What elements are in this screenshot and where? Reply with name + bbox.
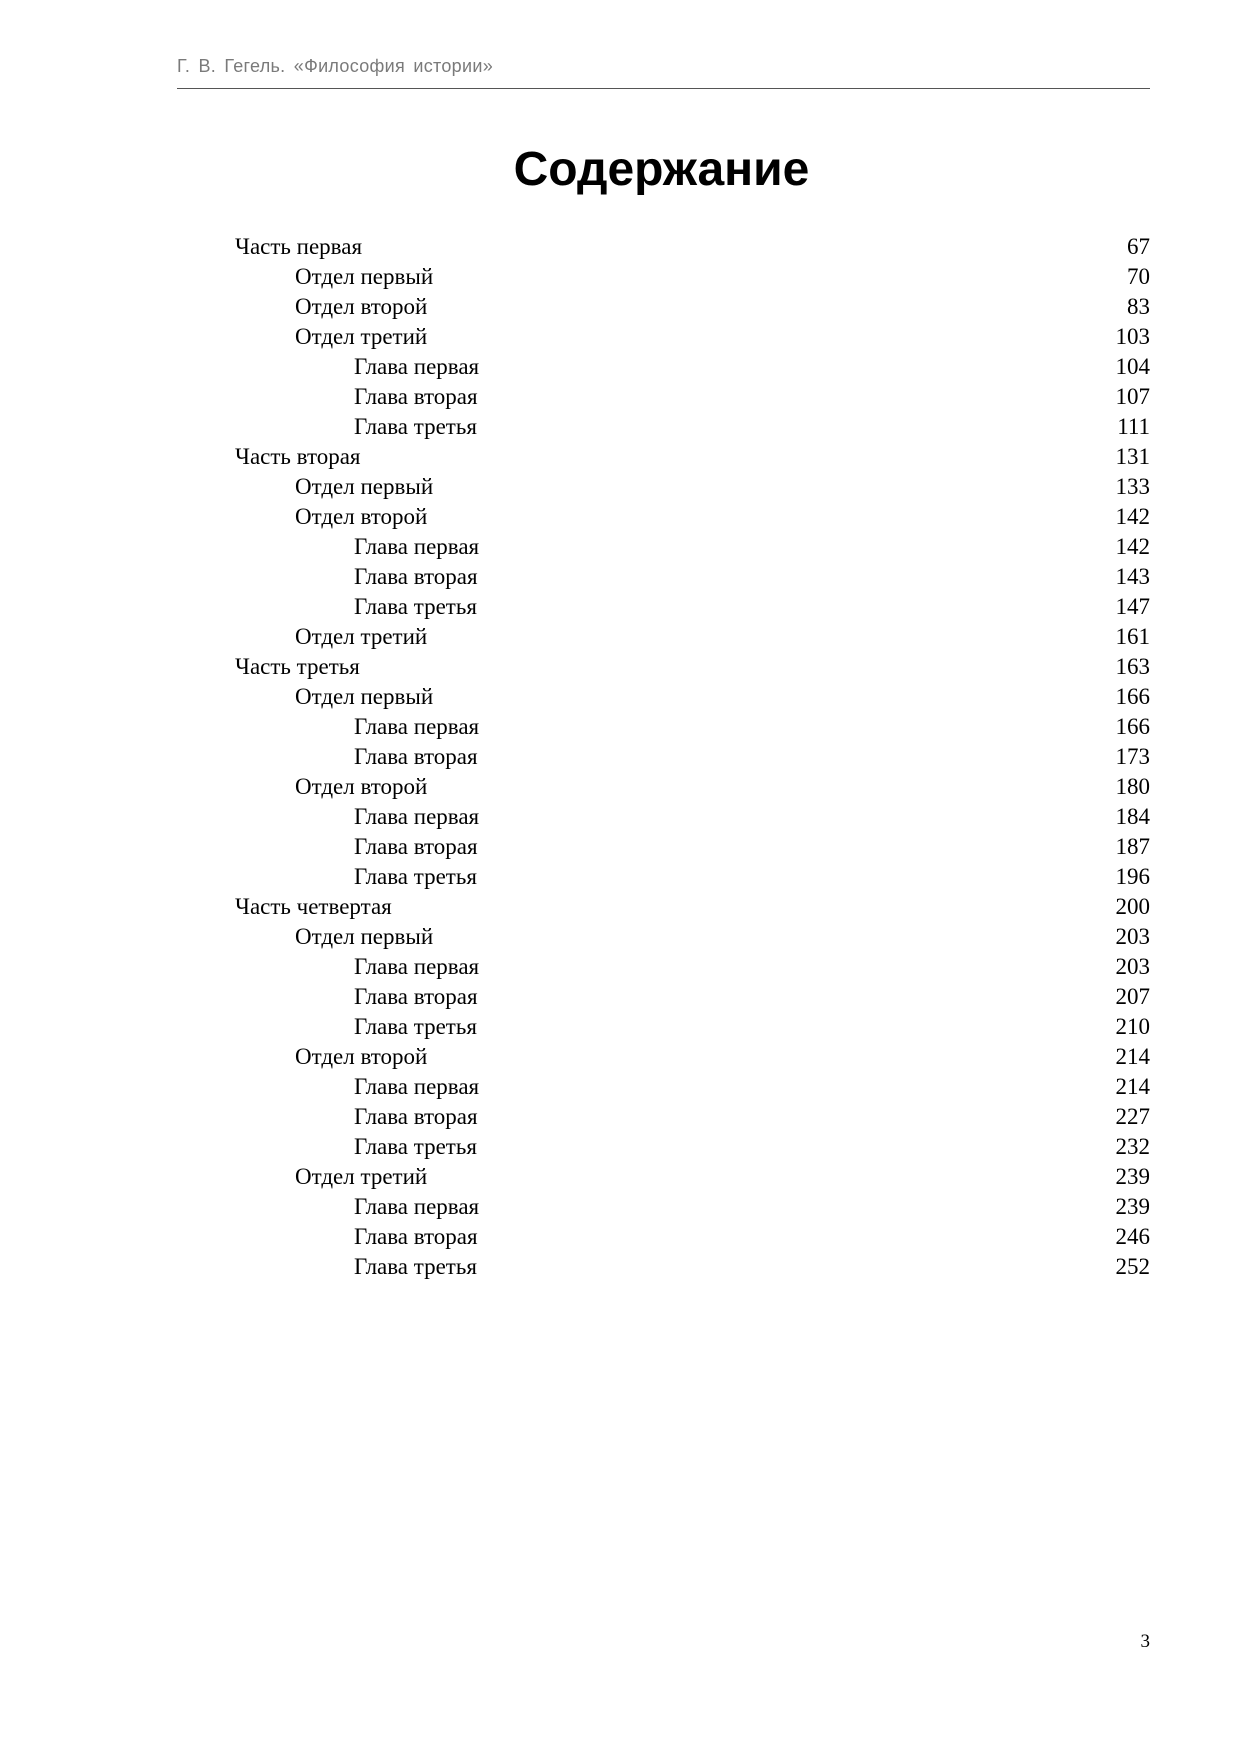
toc-entry-section[interactable] (235, 1162, 1150, 1192)
toc-entry-title: Глава третья (354, 414, 477, 439)
toc-entry-title: Отдел второй (295, 294, 428, 319)
toc-entry-page: 166 (1115, 714, 1150, 739)
toc-entry-section[interactable] (235, 682, 1150, 712)
toc-entry-page: 67 (1127, 234, 1150, 259)
toc-entry-page: 239 (1115, 1194, 1150, 1219)
toc-entry-page: 246 (1115, 1224, 1150, 1249)
toc-entry-title: Глава первая (354, 714, 480, 739)
toc-entry-page: 203 (1115, 954, 1150, 979)
toc-entry-page: 131 (1115, 444, 1150, 469)
toc-entry-page: 107 (1115, 384, 1150, 409)
toc-entry-chapter[interactable] (235, 982, 1150, 1012)
toc-entry-section[interactable] (235, 292, 1150, 322)
toc-entry-title: Глава первая (354, 1074, 480, 1099)
toc-entry-section[interactable] (235, 502, 1150, 532)
toc-entry-section[interactable] (235, 262, 1150, 292)
toc-entry-page: 214 (1115, 1044, 1150, 1069)
toc-entry-chapter[interactable] (235, 1192, 1150, 1222)
toc-entry-title: Глава первая (354, 954, 480, 979)
toc-entry-section[interactable] (235, 1042, 1150, 1072)
toc-entry-page: 142 (1115, 534, 1150, 559)
toc-entry-title: Отдел третий (295, 324, 428, 349)
toc-entry-title: Глава третья (354, 864, 477, 889)
toc-entry-chapter[interactable] (235, 1132, 1150, 1162)
toc-entry-page: 83 (1127, 294, 1150, 319)
toc-entry-section[interactable] (235, 322, 1150, 352)
toc-entry-title: Отдел первый (295, 264, 434, 289)
toc-entry-title: Глава первая (354, 534, 480, 559)
toc-entry-section[interactable] (235, 622, 1150, 652)
toc-entry-page: 103 (1115, 324, 1150, 349)
toc-entry-title: Отдел первый (295, 474, 434, 499)
toc-entry-section[interactable] (235, 772, 1150, 802)
toc-entry-title: Часть четвертая (235, 894, 392, 919)
toc-entry-page: 70 (1127, 264, 1150, 289)
toc-entry-chapter[interactable] (235, 802, 1150, 832)
toc-entry-page: 133 (1115, 474, 1150, 499)
toc-entry-page: 161 (1115, 624, 1150, 649)
toc-entry-page: 196 (1115, 864, 1150, 889)
toc-entry-title: Глава вторая (354, 744, 478, 769)
toc-entry-part[interactable] (235, 442, 1150, 472)
toc-entry-chapter[interactable] (235, 592, 1150, 622)
toc-entry-chapter[interactable] (235, 352, 1150, 382)
toc-entry-page: 227 (1115, 1104, 1150, 1129)
toc-entry-page: 239 (1115, 1164, 1150, 1189)
toc-entry-title: Часть первая (235, 234, 363, 259)
toc-entry-title: Глава третья (354, 1254, 477, 1279)
toc-entry-page: 143 (1115, 564, 1150, 589)
toc-entry-title: Глава вторая (354, 1104, 478, 1129)
page-number: 3 (1140, 1631, 1150, 1652)
toc-entry-title: Глава вторая (354, 564, 478, 589)
toc-entry-chapter[interactable] (235, 742, 1150, 772)
toc-entry-chapter[interactable] (235, 1252, 1150, 1282)
toc-entry-page: 166 (1115, 684, 1150, 709)
header-divider (177, 88, 1150, 89)
toc-entry-title: Отдел третий (295, 1164, 428, 1189)
toc-entry-chapter[interactable] (235, 562, 1150, 592)
toc-entry-title: Глава вторая (354, 1224, 478, 1249)
toc-entry-title: Отдел второй (295, 774, 428, 799)
toc-entry-title: Глава первая (354, 354, 480, 379)
toc-entry-title: Часть вторая (235, 444, 361, 469)
toc-entry-page: 180 (1115, 774, 1150, 799)
toc-entry-chapter[interactable] (235, 712, 1150, 742)
toc-entry-page: 232 (1115, 1134, 1150, 1159)
toc-entry-page: 163 (1115, 654, 1150, 679)
toc-entry-page: 173 (1115, 744, 1150, 769)
toc-entry-title: Отдел первый (295, 684, 434, 709)
toc-entry-page: 184 (1115, 804, 1150, 829)
toc-entry-title: Глава вторая (354, 834, 478, 859)
toc-entry-title: Глава третья (354, 594, 477, 619)
toc-entry-chapter[interactable] (235, 832, 1150, 862)
toc-entry-title: Глава вторая (354, 384, 478, 409)
toc-entry-title: Часть третья (235, 654, 360, 679)
toc-entry-page: 203 (1115, 924, 1150, 949)
toc-entry-title: Глава третья (354, 1134, 477, 1159)
toc-entry-page: 142 (1115, 504, 1150, 529)
toc-entry-section[interactable] (235, 472, 1150, 502)
toc-entry-title: Отдел первый (295, 924, 434, 949)
toc-entry-page: 214 (1115, 1074, 1150, 1099)
toc-entry-page: 210 (1115, 1014, 1150, 1039)
toc-entry-page: 200 (1115, 894, 1150, 919)
toc-entry-page: 187 (1115, 834, 1150, 859)
toc-entry-part[interactable] (235, 652, 1150, 682)
toc-entry-title: Отдел третий (295, 624, 428, 649)
toc-entry-page: 104 (1115, 354, 1150, 379)
toc-entry-chapter[interactable] (235, 952, 1150, 982)
toc-entry-title: Глава вторая (354, 984, 478, 1009)
table-of-contents (235, 232, 1150, 1282)
running-header: Г. В. Гегель. «Философия истории» (177, 56, 494, 76)
toc-entry-chapter[interactable] (235, 382, 1150, 412)
toc-entry-chapter[interactable] (235, 1222, 1150, 1252)
toc-entry-title: Глава третья (354, 1014, 477, 1039)
toc-entry-section[interactable] (235, 922, 1150, 952)
toc-entry-chapter[interactable] (235, 412, 1150, 442)
toc-entry-title: Глава первая (354, 804, 480, 829)
toc-entry-part[interactable] (235, 892, 1150, 922)
page-title: Содержание (513, 143, 810, 196)
toc-entry-title: Отдел второй (295, 1044, 428, 1069)
toc-entry-title: Глава первая (354, 1194, 480, 1219)
toc-entry-chapter[interactable] (235, 862, 1150, 892)
toc-entry-page: 207 (1115, 984, 1150, 1009)
toc-entry-part[interactable] (235, 232, 1150, 262)
toc-entry-chapter[interactable] (235, 1072, 1150, 1102)
toc-entry-page: 252 (1115, 1254, 1150, 1279)
toc-entry-chapter[interactable] (235, 1102, 1150, 1132)
toc-entry-chapter[interactable] (235, 532, 1150, 562)
toc-entry-page: 147 (1115, 594, 1150, 619)
toc-entry-page: 111 (1117, 414, 1150, 439)
toc-entry-chapter[interactable] (235, 1012, 1150, 1042)
toc-entry-title: Отдел второй (295, 504, 428, 529)
